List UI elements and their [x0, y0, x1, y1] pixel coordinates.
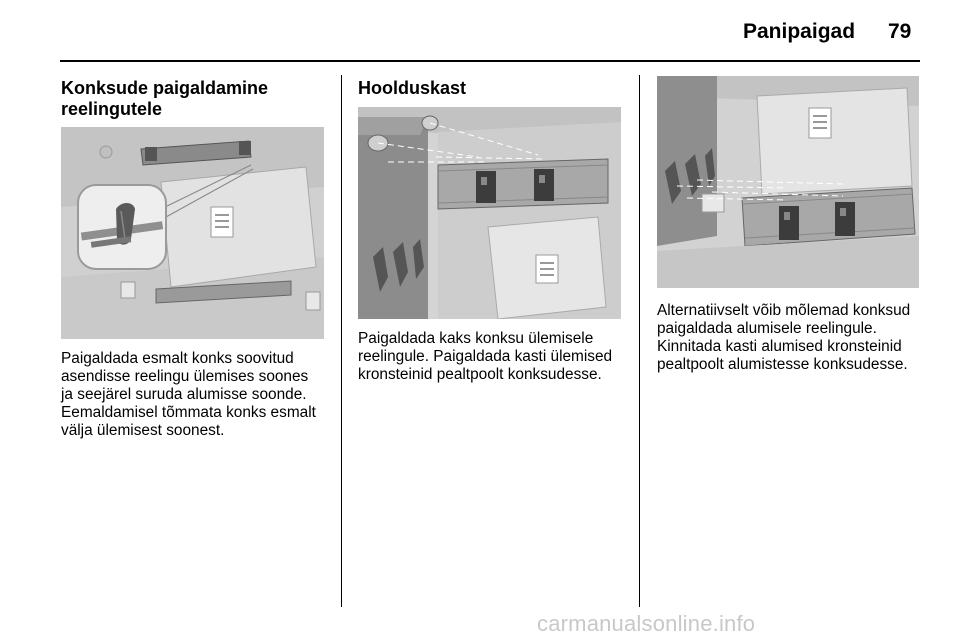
- figure-service-box-upper-rail: [358, 107, 621, 319]
- text-line: paigaldada alumisele reelingule.: [657, 320, 877, 337]
- text-line: Alternatiivselt võib mõlemad konksud: [657, 302, 911, 319]
- header-divider: [60, 60, 920, 62]
- text-line: ja seejärel suruda alumisse soonde.: [61, 386, 307, 403]
- text-line: kronsteinid pealtpoolt konksudesse.: [358, 366, 602, 383]
- figure-hook-on-rail: [61, 127, 324, 339]
- heading-line: reelingutele: [61, 99, 163, 119]
- column-divider-2: [639, 75, 640, 607]
- text-line: asendisse reelingu ülemises soones: [61, 368, 309, 385]
- section-heading-hook-installation: [61, 78, 268, 120]
- text-line: välja ülemisest soonest.: [61, 422, 225, 439]
- text-line: Kinnitada kasti alumised kronsteinid: [657, 338, 902, 355]
- column-divider-1: [341, 75, 342, 607]
- section-heading-service-box: Hoolduskast: [358, 78, 467, 98]
- heading-line: Konksude paigaldamine: [61, 78, 269, 98]
- text-line: Paigaldada kaks konksu ülemisele: [358, 330, 594, 347]
- figure-service-box-lower-rail: [657, 76, 919, 288]
- page-header-title: Panipaigad: [743, 20, 856, 43]
- instructions-service-box: [358, 330, 612, 384]
- text-line: Paigaldada esmalt konks soovitud: [61, 350, 294, 367]
- text-line: pealtpoolt alumistesse konksudesse.: [657, 356, 908, 373]
- text-line: Eemaldamisel tõmmata konks esmalt: [61, 404, 316, 421]
- page-number: 79: [888, 20, 912, 43]
- instructions-alternative-mounting: [657, 302, 910, 374]
- text-line: reelingule. Paigaldada kasti ülemised: [358, 348, 613, 365]
- instructions-hook-installation: [61, 350, 316, 440]
- footer-watermark: carmanualsonline.info: [537, 611, 756, 636]
